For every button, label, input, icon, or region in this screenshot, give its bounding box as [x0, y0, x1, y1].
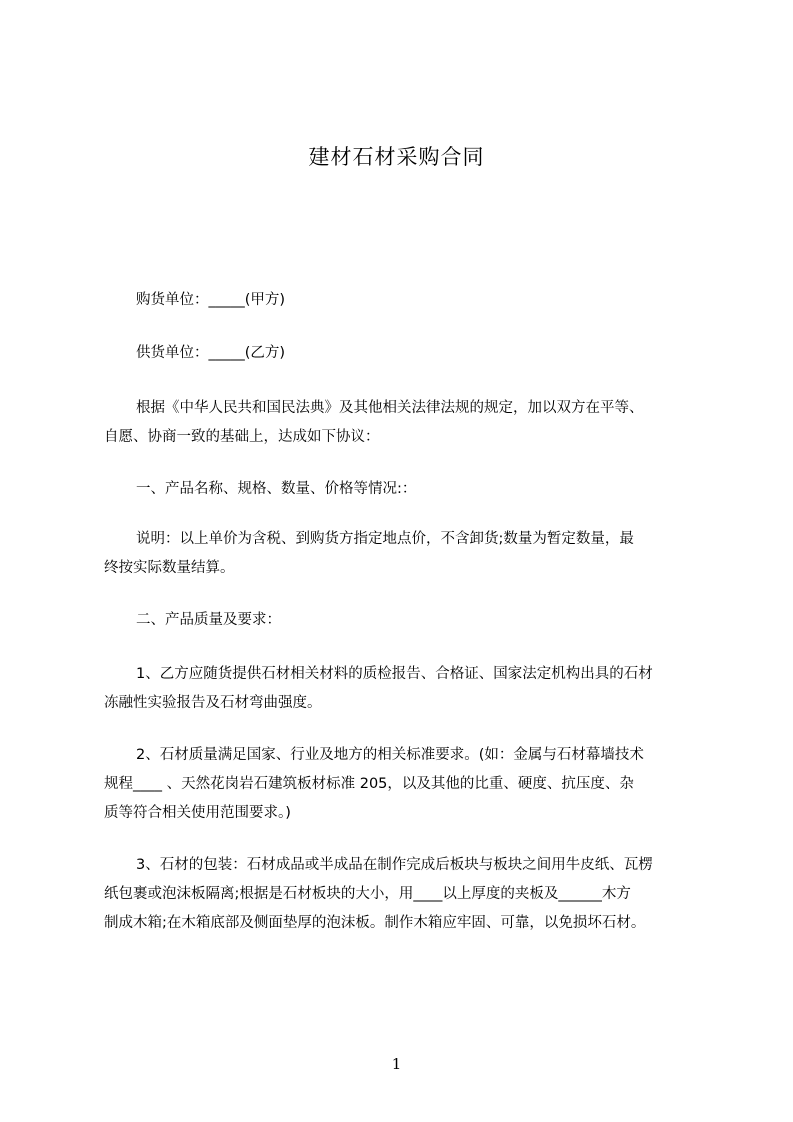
item-3-line-2: 纸包裹或泡沫板隔离;根据是石材板块的大小，用____以上厚度的夹板及______木方 — [104, 886, 631, 902]
note-line-1-text: 说明：以上单价为含税、到购货方指定地点价，不含卸货;数量为暂定数量，最 — [136, 531, 634, 547]
item-1-line-1 — [104, 660, 704, 689]
item-1-paragraph — [104, 660, 704, 718]
intro-line-1 — [104, 394, 704, 423]
supplier-line-text: 供货单位：_____(乙方) — [136, 345, 286, 361]
note-paragraph — [104, 525, 704, 583]
note-line-2: 终按实际数量结算。 — [104, 560, 235, 576]
item-3-paragraph — [104, 851, 704, 938]
page-title: 建材石材采购合同 — [308, 145, 485, 169]
item-2-line-2: 规程____ 、天然花岗岩石建筑板材标准 205，以及其他的比重、硬度、抗压度、杂 — [104, 776, 634, 792]
item-3-line-1 — [104, 851, 704, 880]
item-2-line-1 — [104, 741, 704, 770]
item-2-paragraph — [104, 741, 704, 828]
section-2-heading-text: 二、产品质量及要求： — [136, 612, 281, 628]
item-3-line-1-text: 3、石材的包装：石材成品或半成品在制作完成后板块与板块之间用牛皮纸、瓦楞 — [136, 857, 653, 873]
section-2-heading — [104, 606, 704, 635]
section-1-heading-text: 一、产品名称、规格、数量、价格等情况:： — [136, 481, 417, 497]
note-line-1 — [104, 525, 704, 554]
item-3-line-3: 制成木箱;在木箱底部及侧面垫厚的泡沫板。制作木箱应牢固、可靠，以免损坏石材。 — [104, 915, 646, 931]
item-2-line-3: 质等符合相关使用范围要求。) — [104, 805, 291, 821]
intro-paragraph — [104, 394, 704, 452]
buyer-line-text: 购货单位：_____(甲方) — [136, 292, 286, 308]
intro-line-2: 自愿、协商一致的基础上，达成如下协议： — [104, 429, 380, 445]
item-2-line-1-text: 2、石材质量满足国家、行业及地方的相关标准要求。(如：金属与石材幕墙技术 — [136, 747, 644, 763]
buyer-line — [104, 286, 704, 315]
item-1-line-1-text: 1、乙方应随货提供石材相关材料的质检报告、合格证、国家法定机构出具的石材 — [136, 666, 653, 682]
page-number: 1 — [391, 1055, 402, 1073]
intro-line-1-text: 根据《中华人民共和国民法典》及其他相关法律法规的规定，加以双方在平等、 — [136, 400, 644, 416]
supplier-line — [104, 339, 704, 368]
item-1-line-2: 冻融性实验报告及石材弯曲强度。 — [104, 695, 322, 711]
section-1-heading — [104, 475, 704, 504]
